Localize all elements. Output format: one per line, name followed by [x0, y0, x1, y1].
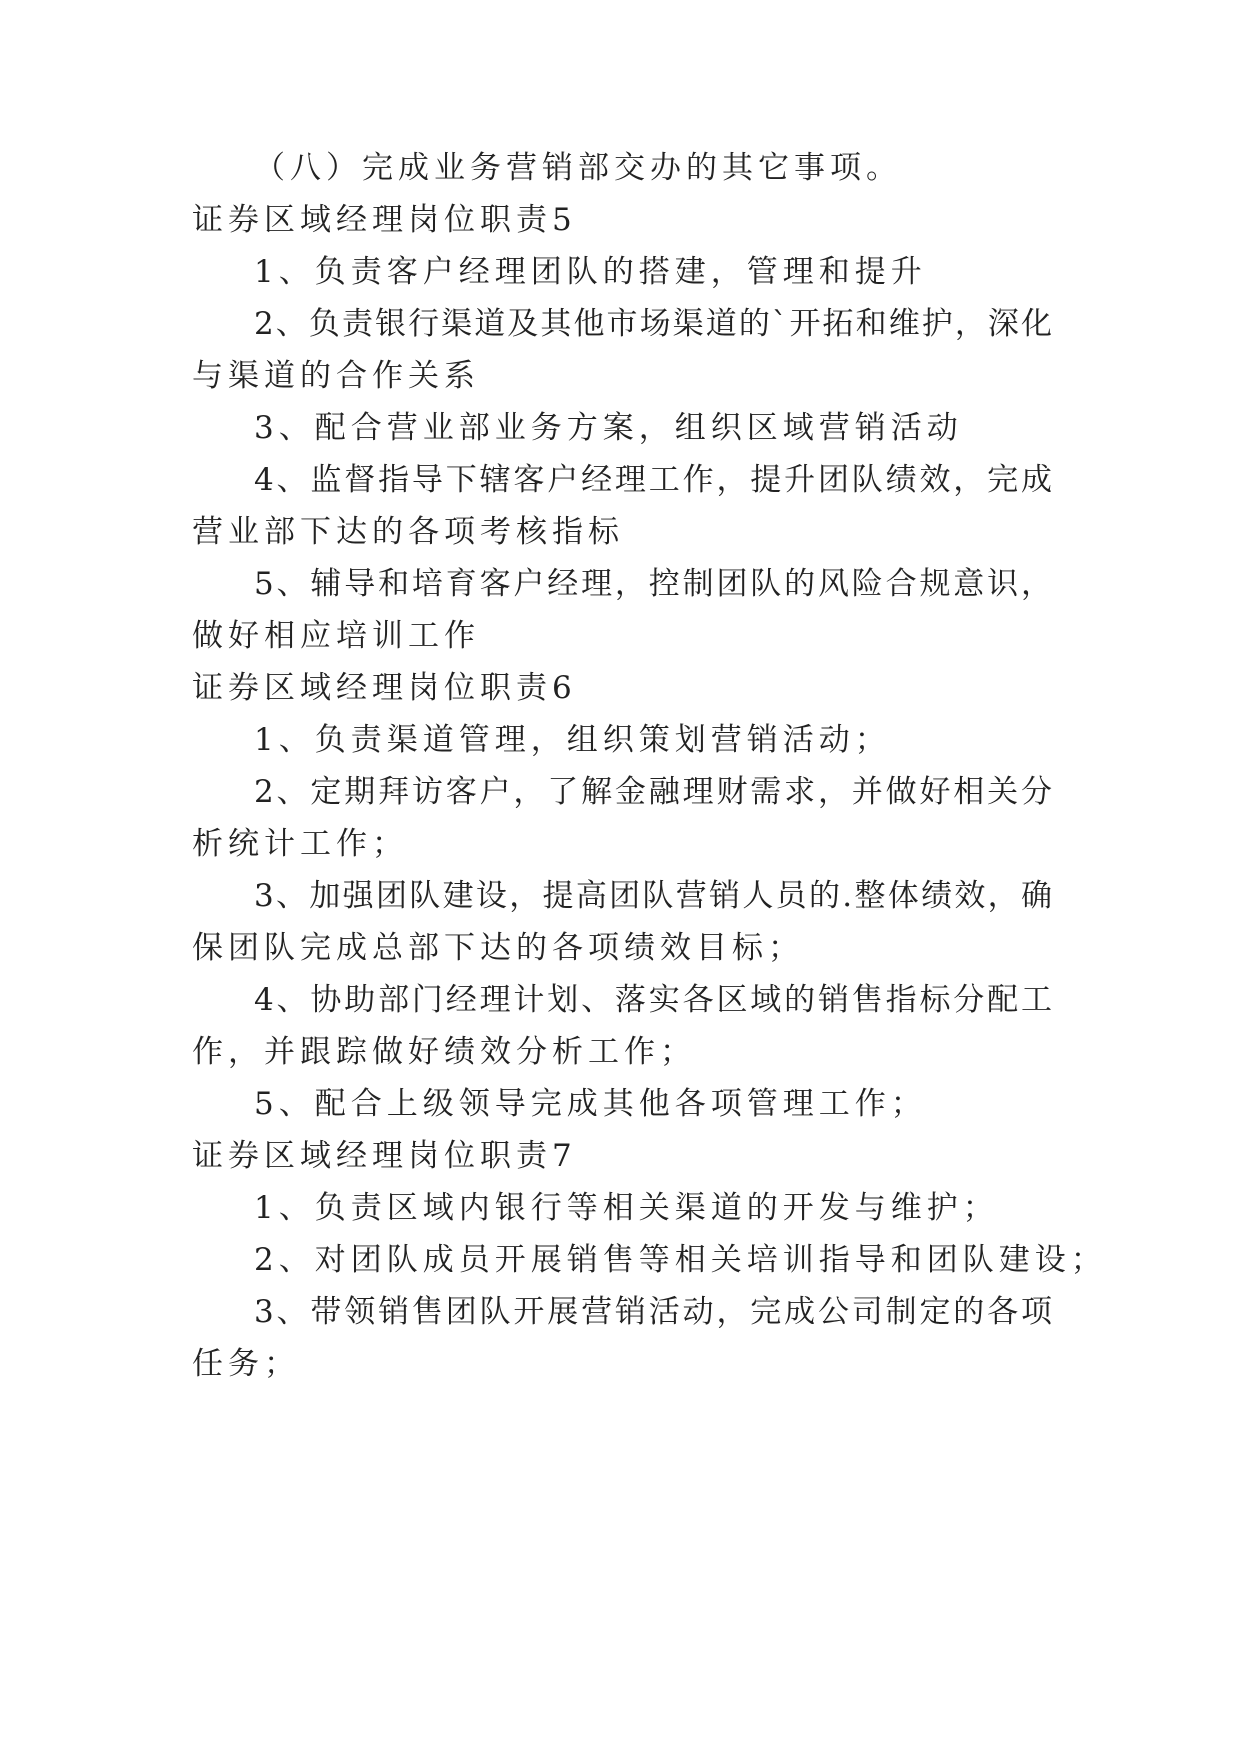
section-heading-5: 证券区域经理岗位职责5 — [192, 202, 577, 238]
item-8-other-matters: （八）完成业务营销部交办的其它事项。 — [254, 150, 902, 186]
duty-6-2-cont: 析统计工作； — [192, 826, 408, 862]
duty-5-3: 3、配合营业部业务方案，组织区域营销活动 — [254, 410, 963, 446]
duty-7-2: 2、对团队成员开展销售等相关培训指导和团队建设； — [254, 1242, 1107, 1278]
duty-7-3: 3、带领销售团队开展营销活动，完成公司制定的各项 — [254, 1294, 1052, 1330]
duty-5-4: 4、监督指导下辖客户经理工作，提升团队绩效，完成 — [254, 462, 1052, 498]
duty-7-1: 1、负责区域内银行等相关渠道的开发与维护； — [254, 1190, 999, 1226]
duty-6-2: 2、定期拜访客户，了解金融理财需求，并做好相关分 — [254, 774, 1052, 810]
duty-6-4-cont: 作，并跟踪做好绩效分析工作； — [192, 1034, 696, 1070]
section-heading-7: 证券区域经理岗位职责7 — [192, 1138, 577, 1174]
duty-6-3-cont: 保团队完成总部下达的各项绩效目标； — [192, 930, 804, 966]
duty-5-4-cont: 营业部下达的各项考核指标 — [192, 514, 624, 550]
duty-6-1: 1、负责渠道管理，组织策划营销活动； — [254, 722, 891, 758]
section-heading-6: 证券区域经理岗位职责6 — [192, 670, 577, 706]
duty-5-1: 1、负责客户经理团队的搭建，管理和提升 — [254, 254, 927, 290]
duty-6-5: 5、配合上级领导完成其他各项管理工作； — [254, 1086, 927, 1122]
duty-5-2: 2、负责银行渠道及其他市场渠道的`开拓和维护，深化 — [254, 306, 1052, 342]
duty-7-3-cont: 任务； — [192, 1346, 300, 1382]
duty-6-4: 4、协助部门经理计划、落实各区域的销售指标分配工 — [254, 982, 1052, 1018]
duty-5-2-cont: 与渠道的合作关系 — [192, 358, 480, 394]
duty-5-5-cont: 做好相应培训工作 — [192, 618, 480, 654]
duty-5-5: 5、辅导和培育客户经理，控制团队的风险合规意识， — [254, 566, 1052, 602]
duty-6-3: 3、加强团队建设，提高团队营销人员的.整体绩效，确 — [254, 878, 1052, 914]
